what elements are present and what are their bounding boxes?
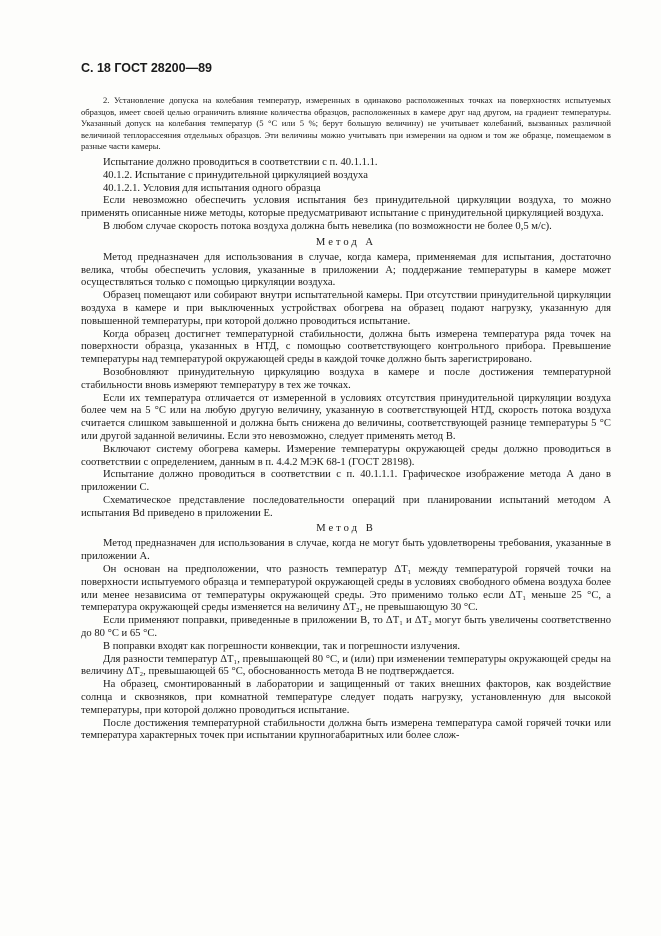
- paragraph: Испытание должно проводиться в соответствии с п. 40.1.1.1. Графическое изображение метода А дано в приложении С.: [81, 469, 611, 494]
- paragraph: Метод предназначен для использования в случае, когда камера, применяемая для испытания, достаточно велика, чтобы обеспечить условия, указанные в приложении А; поддержание температуры в камере может осуществляться только с помощью циркуляции воздуха.: [81, 251, 611, 289]
- paragraph: Если их температура отличается от измеренной в условиях отсутствия принудительной циркуляции воздуха более чем на 5 °С или на любую другую величину, указанную в соответствующей НТД, скорость потока воздуха считается слишком завышенной и должна быть снижена до величины, соответствующей разнице температуры 5 °С или другой заданной величины. Если это невозможно, следует применять метод В.: [81, 392, 611, 442]
- section-heading-method-a: Метод А: [315, 236, 377, 248]
- clause-heading: 40.1.2.1. Условия для испытания одного образца: [103, 182, 321, 194]
- paragraph: Схематическое представление последовательности операций при планировании испытаний методом А испытания Bd приведено в приложении Е.: [81, 494, 611, 519]
- page-header: С. 18 ГОСТ 28200—89: [81, 61, 212, 75]
- paragraph: Испытание должно проводиться в соответствии с п. 40.1.1.1.: [103, 156, 378, 168]
- paragraph: Метод предназначен для использования в случае, когда не могут быть удовлетворены требования, указанные в приложении А.: [81, 538, 611, 563]
- paragraph: После достижения температурной стабильности должна быть измерена температура самой горячей точки или температура характерных точек при испытании крупногабаритных или более слож-: [81, 717, 611, 742]
- paragraph: Если применяют поправки, приведенные в приложении В, то ΔT₁ и ΔT₂ могут быть увеличены соответственно до 80 °С и 65 °С.: [81, 615, 611, 640]
- section-heading-method-b: Метод В: [316, 523, 376, 535]
- paragraph: Возобновляют принудительную циркуляцию воздуха в камере и после достижения температурной стабильности вновь измеряют температуру в тех же точках.: [81, 366, 611, 391]
- clause-heading: 40.1.2. Испытание с принудительной циркуляцией воздуха: [103, 169, 368, 181]
- paragraph: Образец помещают или собирают внутри испытательной камеры. При отсутствии принудительной циркуляции воздуха в камере и при выключенных устройствах обогрева на образец подают нагрузку, указанную для повышенной температуры, при которой должно проводиться испытание.: [81, 290, 611, 327]
- paragraph: Когда образец достигнет температурной стабильности, должна быть измерена температура ряда точек на поверхности образца, указанных в НТД, с помощью соответствующего контрольного прибора. Превышение температуры над температурой окружающей среды в каждой точке должно быть зарегистрировано.: [81, 328, 611, 366]
- paragraph: На образец, смонтированный в лаборатории и защищенный от таких внешних факторов, как воздействие солнца и сквозняков, при комнатной температуре следует подать нагрузку, установленную для высокой температуры, при которой должно проводиться испытание.: [81, 679, 611, 716]
- paragraph: Он основан на предположении, что разность температур ΔT₁ между температурой горячей точки на поверхности испытуемого образца и температурой окружающей среды в условиях свободного обмена воздуха более или менее независима от температуры окружающей среды. Это применимо только если ΔT₁ меньше 25 °С, а температура окружающей среды изменяется на величину ΔT₂, не превышающую 30 °С.: [81, 564, 611, 614]
- paragraph: В поправки входят как погрешности конвекции, так и погрешности излучения.: [103, 640, 460, 652]
- paragraph: Для разности температур ΔT₁, превышающей 80 °С, и (или) при изменении температуры окружающей среды на величину ΔT₂, превышающей 65 °С, обоснованность метода В не подтверждается.: [81, 653, 611, 678]
- paragraph: В любом случае скорость потока воздуха должна быть невелика (по возможности не более 0,5 м/с).: [103, 220, 552, 232]
- note-paragraph: 2. Установление допуска на колебания температур, измеренных в одинаково расположенных точках на поверхностях испытуемых образцов, имеет своей целью ограничить влияние количества образцов, расположенных в камере друг над другом, на градиент температуры. Указанный допуск на колебания температур (5 °С или 5 %; берут большую величину) не учитывает колебаний, вызванных различной величиной теплорассеяния отдельных образцов. Эти величины можно учитывать при измерении на одном и том же образце, помещаемом в разные части камеры.: [81, 95, 611, 152]
- paragraph: Включают систему обогрева камеры. Измерение температуры окружающей среды должно проводиться в соответствии с определением, данным в п. 4.4.2 МЭК 68-1 (ГОСТ 28198).: [81, 443, 611, 468]
- paragraph: Если невозможно обеспечить условия испытания без принудительной циркуляции воздуха, то можно применять описанные ниже методы, которые предусматривают испытание с принудительной циркуляцией воздуха.: [81, 195, 611, 220]
